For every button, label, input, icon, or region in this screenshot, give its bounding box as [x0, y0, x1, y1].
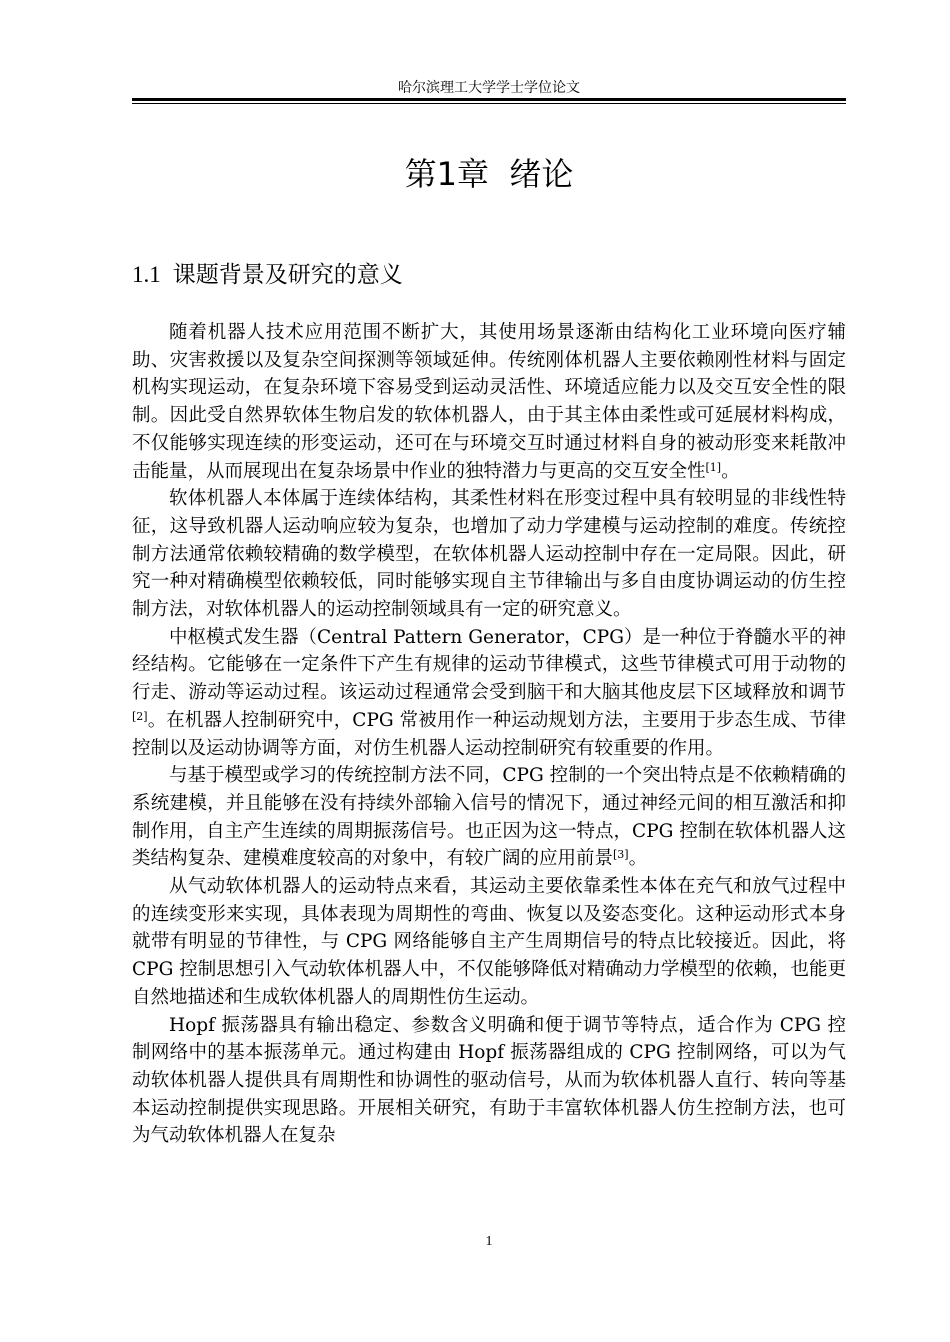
- paragraph-tail: 。: [721, 460, 740, 482]
- chapter-heading: [132, 152, 846, 196]
- body-text: [132, 319, 846, 1150]
- section-number: 1.1: [132, 262, 161, 287]
- citation: [3]: [613, 848, 629, 862]
- paragraph-5: [132, 873, 846, 1012]
- paragraph-3: [132, 624, 846, 763]
- section-heading: [132, 258, 846, 292]
- paragraph-2: [132, 485, 846, 624]
- paragraph-text: 中枢模式发生器（Central Pattern Generator，CPG）是一种位于脊髓水平的神经结构。它能够在一定条件下产生有规律的运动节律模式，这些节律模式可用于动物的行走、游动等运动过程。该运动过程通常会受到脑干和大脑其他皮层下区域释放和调节: [132, 626, 846, 704]
- paragraph-text: 与基于模型或学习的传统控制方法不同，CPG 控制的一个突出特点是不依赖精确的系统建模，并且能够在没有持续外部输入信号的情况下，通过神经元间的相互激活和抑制作用，自主产生连续的周期振荡信号。也正因为这一特点，CPG 控制在软体机器人这类结构复杂、建模难度较高的对象中，有较广阔的应用前景: [132, 765, 846, 870]
- paragraph-text: 软体机器人本体属于连续体结构，其柔性材料在形变过程中具有较明显的非线性特征，这导致机器人运动响应较为复杂，也增加了动力学建模与运动控制的难度。传统控制方法通常依赖较精确的数学模型，在软体机器人运动控制中存在一定局限。因此，研究一种对精确模型依赖较低，同时能够实现自主节律输出与多自由度协调运动的仿生控制方法，对软体机器人的运动控制领域具有一定的研究意义。: [132, 488, 846, 621]
- header-rule-thick: [132, 98, 846, 101]
- paragraph-1: [132, 319, 846, 485]
- running-header: 哈尔滨理工大学学士学位论文: [398, 80, 580, 96]
- paragraph-text: 随着机器人技术应用范围不断扩大，其使用场景逐渐由结构化工业环境向医疗辅助、灾害救援以及复杂空间探测等领域延伸。传统刚体机器人主要依赖刚性材料与固定机构实现运动，在复杂环境下容易受到运动灵活性、环境适应能力以及交互安全性的限制。因此受自然界软体生物启发的软体机器人，由于其主体由柔性或可延展材料构成，不仅能够实现连续的形变运动，还可在与环境交互时通过材料自身的被动形变来耗散冲击能量，从而展现出在复杂场景中作业的独特潜力与更高的交互安全性: [132, 322, 846, 482]
- citation: [1]: [705, 460, 722, 474]
- header-rule-thin: [132, 103, 846, 104]
- paragraph-text: Hopf 振荡器具有输出稳定、参数含义明确和便于调节等特点，适合作为 CPG 控制网络中的基本振荡单元。通过构建由 Hopf 振荡器组成的 CPG 控制网络，可以为气动软体机器人提供具有周期性和协调性的驱动信号，从而为软体机器人直行、转向等基本运动控制提供实现思路。开展相关研究，有助于丰富软体机器人仿生控制方法，也可为气动软体机器人在复杂: [132, 1014, 846, 1147]
- paragraph-6: [132, 1012, 846, 1151]
- paragraph-tail: 。在机器人控制研究中，CPG 常被用作一种运动规划方法，主要用于步态生成、节律控制以及运动协调等方面，对仿生机器人运动控制研究有较重要的作用。: [132, 709, 846, 759]
- chapter-title: 绪论: [509, 155, 574, 193]
- paragraph-tail: 。: [628, 848, 648, 870]
- page-number: 1: [485, 1234, 493, 1249]
- paragraph-text: 从气动软体机器人的运动特点来看，其运动主要依靠柔性本体在充气和放气过程中的连续变形来实现，具体表现为周期性的弯曲、恢复以及姿态变化。这种运动形式本身就带有明显的节律性，与 CPG 网络能够自主产生周期信号的特点比较接近。因此，将 CPG 控制思想引入气动软体机器人中，不仅能够降低对精确动力学模型的依赖，也能更自然地描述和生成软体机器人的周期性仿生运动。: [132, 876, 846, 1008]
- chapter-number: 第1章: [404, 155, 489, 193]
- citation: [2]: [132, 709, 148, 723]
- paragraph-4: [132, 762, 846, 873]
- section-title: 课题背景及研究的意义: [172, 262, 403, 288]
